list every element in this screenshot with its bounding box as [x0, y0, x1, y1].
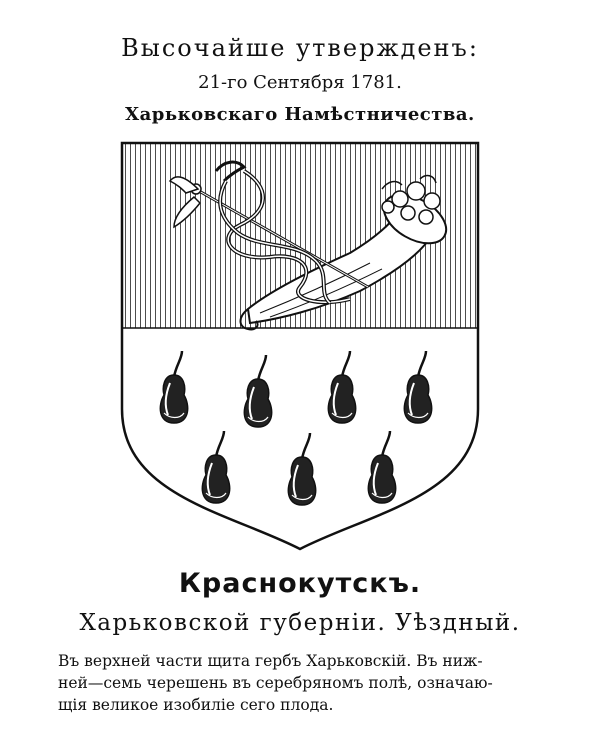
- city-subtitle: Харьковской губерніи. Уѣздный.: [79, 610, 521, 636]
- coat-of-arms-shield: [120, 141, 480, 553]
- approval-heading: Высочайше утвержденъ:: [121, 34, 479, 62]
- city-name: Краснокутскъ.: [178, 568, 422, 599]
- province-name: Харьковскаго Намѣстничества.: [125, 104, 475, 125]
- approval-date: 21-го Сентября 1781.: [198, 72, 402, 93]
- lower-field: [120, 328, 480, 553]
- description-line-1: Въ верхней части щита гербъ Харьковскій. Въ ниж-: [58, 652, 483, 670]
- description-line-2: ней—семь черешень въ серебряномъ полѣ, означаю-: [58, 674, 493, 692]
- description-line-3: щія великое изобиліе сего плода.: [58, 696, 334, 714]
